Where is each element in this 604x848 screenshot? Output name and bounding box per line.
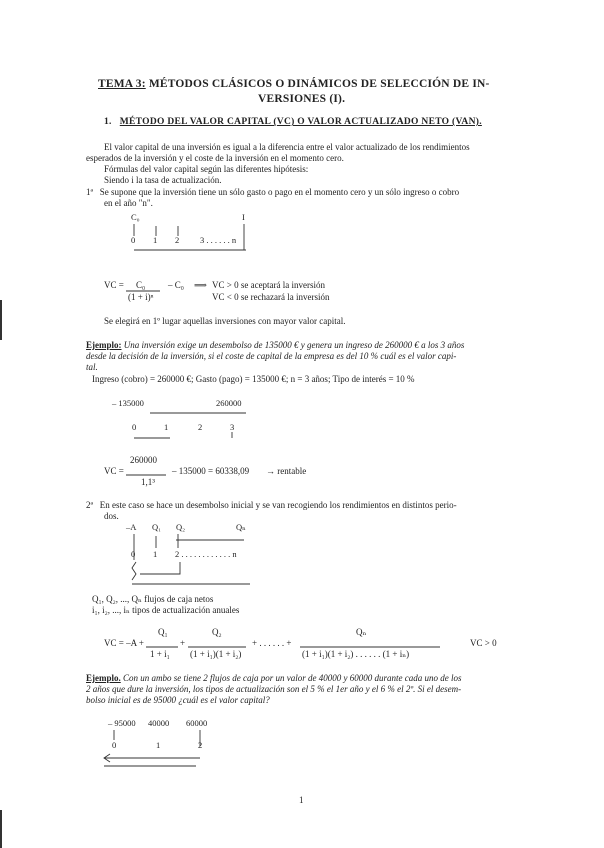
formula3-plus: + xyxy=(180,638,186,648)
example1-label: Ejemplo: xyxy=(86,340,122,350)
time-label: 1 xyxy=(164,422,169,432)
example1-data: Ingreso (cobro) = 260000 €; Gasto (pago) = 135000 €; n = 3 años; Tipo de interés = 10 % xyxy=(92,374,415,384)
time-label: 1 xyxy=(153,235,158,245)
section-number: 1. xyxy=(104,117,112,127)
formula3-term2-den: (1 + i₁)(1 + i₂) xyxy=(190,649,242,659)
time-label: 2 xyxy=(198,422,203,432)
formula3-term1-num: Q₁ xyxy=(158,627,168,637)
time-label: 0 xyxy=(131,549,136,559)
intro-line: Fórmulas del valor capital según las diferentes hipótesis: xyxy=(104,164,309,174)
flow-label: Q₂ xyxy=(176,522,186,532)
formula2-result: → rentable xyxy=(266,466,307,476)
formula3-termn-num: Qₙ xyxy=(356,627,367,637)
formula3-dots: + . . . . . . + xyxy=(252,638,292,648)
case2-line2: dos. xyxy=(104,511,119,521)
flow-label: Q₁ xyxy=(152,522,162,532)
formula1-minus: – C₀ xyxy=(168,280,184,290)
case2-marker: 2ª xyxy=(86,500,93,510)
flow-label: – 135000 xyxy=(112,398,144,408)
formula3-lhs: VC = –A + xyxy=(104,638,144,648)
time-label: 3 . . . . . . n xyxy=(200,235,237,245)
time-label: 2 xyxy=(175,235,180,245)
flow-label: 260000 xyxy=(216,398,242,408)
time-label: 0 xyxy=(132,422,137,432)
flow-label: –A xyxy=(126,522,137,532)
legend-line: Q₁, Q₂, ..., Qₙ flujos de caja netos xyxy=(92,594,214,604)
intro-line: El valor capital de una inversión es igual a la diferencia entre el valor actualizado de los rendimientos xyxy=(104,142,470,152)
formula1-lhs: VC = xyxy=(104,280,124,290)
formula1-condition: VC < 0 se rechazará la inversión xyxy=(212,292,330,302)
flow-label: – 95000 xyxy=(108,718,136,728)
example1-line2: desde la decisión de la inversión, si el coste de capital de la empresa es del 10 % cuál es el valor capi- xyxy=(86,351,457,361)
time-label: 2 xyxy=(198,740,203,750)
flow-label: Qₙ xyxy=(236,522,246,532)
case1-text: Se supone que la inversión tiene un sólo gasto o pago en el momento cero y un sólo ingreso o cobro xyxy=(99,187,460,197)
time-label: 2 . . . . . . . . . . . . n xyxy=(175,549,237,559)
case2-text: En este caso se hace un desembolso inicial y se van recogiendo los rendimientos en distintos perio- xyxy=(99,500,457,510)
example2-text: Con un ambo se tiene 2 flujos de caja por un valor de 40000 y 60000 durante cada uno de los xyxy=(123,673,462,683)
flow-label: C₀ xyxy=(131,212,140,222)
formula1-condition: VC > 0 se aceptará la inversión xyxy=(212,280,326,290)
flow-label: I xyxy=(242,212,245,222)
flow-label: 60000 xyxy=(186,718,208,728)
formula3-condition: VC > 0 xyxy=(470,638,497,648)
formula1-denominator: (1 + i)ⁿ xyxy=(128,292,154,302)
formula3-term1-den: 1 + i₁ xyxy=(150,649,170,659)
time-label: 0 xyxy=(112,740,117,750)
formula2-lhs: VC = xyxy=(104,466,124,476)
case1-line2: en el año "n". xyxy=(104,198,153,208)
case1-marker: 1ª xyxy=(86,187,93,197)
page-number: 1 xyxy=(299,795,304,805)
example2-line2: 2 años que dure la inversión, los tipos de actualización son el 5 % el 1er año y el 6 % el 2º. Si el desem- xyxy=(86,684,462,694)
choose-text: Se elegirá en 1º lugar aquellas inversiones con mayor valor capital. xyxy=(104,316,346,326)
title-label: TEMA 3: xyxy=(98,78,146,90)
title-line2: VERSIONES (I). xyxy=(258,93,346,105)
example2-label: Ejemplo. xyxy=(86,673,121,683)
formula1-arrow: ⟹ xyxy=(194,280,207,290)
scan-edge-mark xyxy=(0,810,2,848)
formula3-termn-den: (1 + i₁)(1 + i₂) . . . . . . (1 + iₙ) xyxy=(302,649,410,659)
formula2-numerator: 260000 xyxy=(130,455,157,465)
scan-edge-mark xyxy=(0,300,2,340)
time-label: 3 xyxy=(230,422,235,432)
example2-line3: bolso inicial es de 95000 ¿cuál es el valor capital? xyxy=(86,695,270,705)
formula1-numerator: C₀ xyxy=(136,280,146,290)
example1-text: Una inversión exige un desembolso de 135000 € y genera un ingreso de 260000 € a los 3 años xyxy=(123,340,465,350)
formula3-term2-num: Q₂ xyxy=(212,627,222,637)
time-label: 0 xyxy=(131,235,136,245)
intro-line: esperados de la inversión y el coste de la inversión en el momento cero. xyxy=(86,153,344,163)
flow-label: 40000 xyxy=(148,718,170,728)
formula2-denominator: 1,1³ xyxy=(141,477,155,487)
title-line1: MÉTODOS CLÁSICOS O DINÁMICOS DE SELECCIÓN DE IN- xyxy=(148,78,490,90)
example1-line3: tal. xyxy=(86,362,98,372)
intro-line: Siendo i la tasa de actualización. xyxy=(104,175,222,185)
formula2-rest: – 135000 = 60338,09 xyxy=(172,466,250,476)
time-label: 1 xyxy=(156,740,161,750)
section-title: MÉTODO DEL VALOR CAPITAL (VC) O VALOR ACTUALIZADO NETO (VAN). xyxy=(119,117,482,127)
legend-line: i₁, i₂, ..., iₙ tipos de actualización anuales xyxy=(92,605,240,615)
time-label: 1 xyxy=(153,549,158,559)
